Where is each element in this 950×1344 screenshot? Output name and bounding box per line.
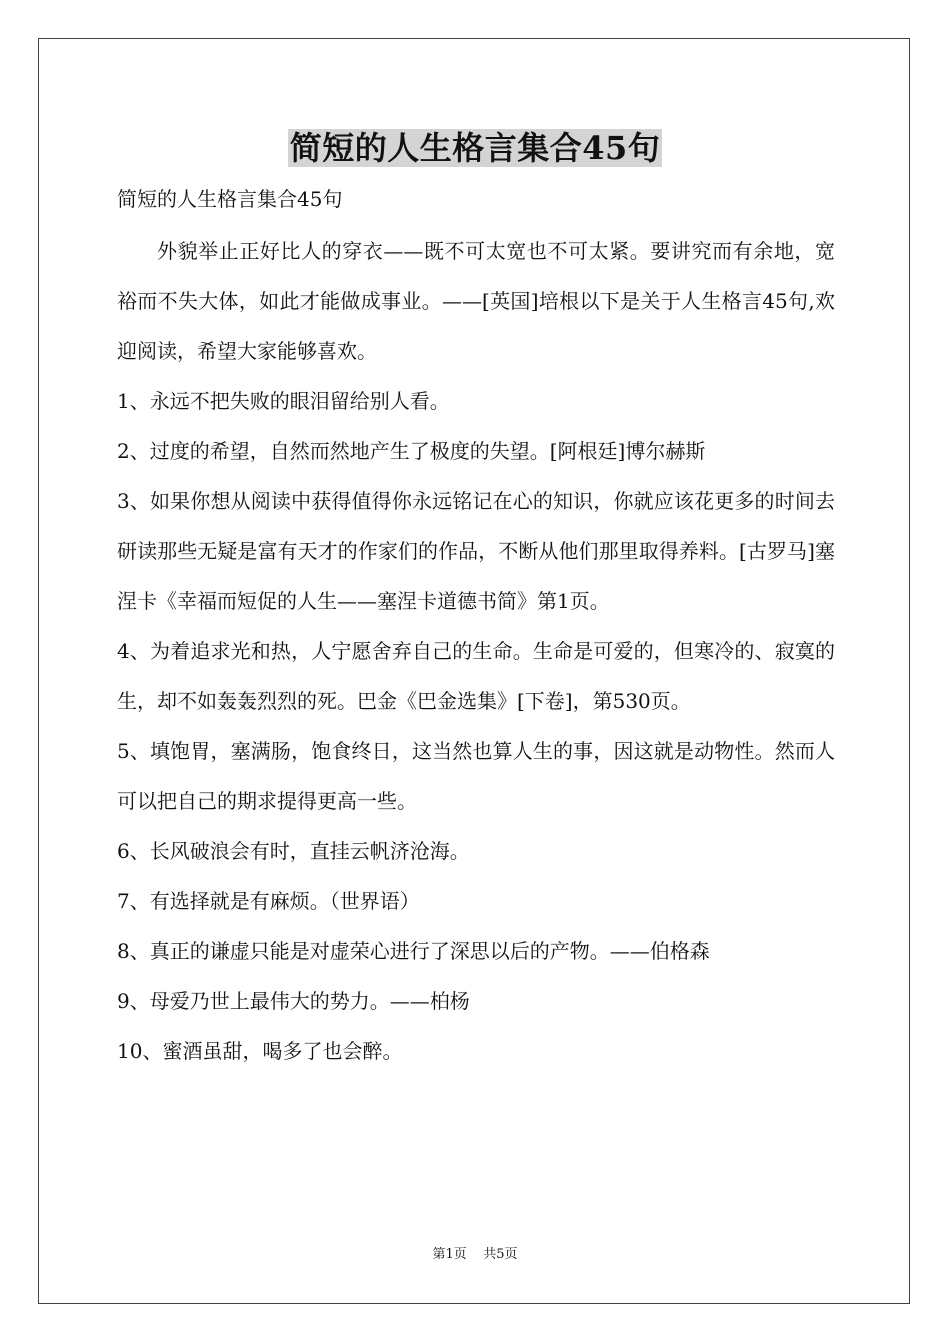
intro-paragraph: 外貌举止正好比人的穿衣——既不可太宽也不可太紧。要讲究而有余地，宽裕而不失大体，如此才能做成事业。——[英国]培根以下是关于人生格言45句,欢迎阅读，希望大家能够喜欢。: [117, 239, 835, 363]
document-body: [117, 226, 835, 1076]
list-item: 9、母爱乃世上最伟大的势力。——柏杨: [117, 989, 470, 1013]
page-total: 共5页: [483, 1247, 518, 1262]
document-subtitle: 简短的人生格言集合45句: [117, 187, 343, 211]
list-item: 2、过度的希望，自然而然地产生了极度的失望。[阿根廷]博尔赫斯: [117, 439, 706, 463]
page-number: 第1页: [432, 1247, 467, 1262]
list-item: 1、永远不把失败的眼泪留给别人看。: [117, 389, 450, 413]
list-item: 6、长风破浪会有时，直挂云帆济沧海。: [117, 839, 470, 863]
list-item: 10、蜜酒虽甜，喝多了也会醉。: [117, 1039, 403, 1063]
document-title: [0, 126, 950, 170]
list-item: 8、真正的谦虚只能是对虚荣心进行了深思以后的产物。——伯格森: [117, 939, 710, 963]
list-item: 4、为着追求光和热，人宁愿舍弃自己的生命。生命是可爱的，但寒冷的、寂寞的生，却不如轰轰烈烈的死。巴金《巴金选集》[下卷]，第530页。: [117, 639, 835, 713]
document-title-text: 简短的人生格言集合45句: [289, 129, 661, 167]
page-footer: [0, 1246, 950, 1264]
list-item: 5、填饱胃，塞满肠，饱食终日，这当然也算人生的事，因这就是动物性。然而人可以把自己的期求提得更高一些。: [117, 739, 835, 813]
list-item: 3、如果你想从阅读中获得值得你永远铭记在心的知识，你就应该花更多的时间去研读那些无疑是富有天才的作家们的作品，不断从他们那里取得养料。[古罗马]塞涅卡《幸福而短促的人生——塞涅卡道德书简》第1页。: [117, 489, 835, 613]
list-item: 7、有选择就是有麻烦。（世界语）: [117, 889, 420, 913]
